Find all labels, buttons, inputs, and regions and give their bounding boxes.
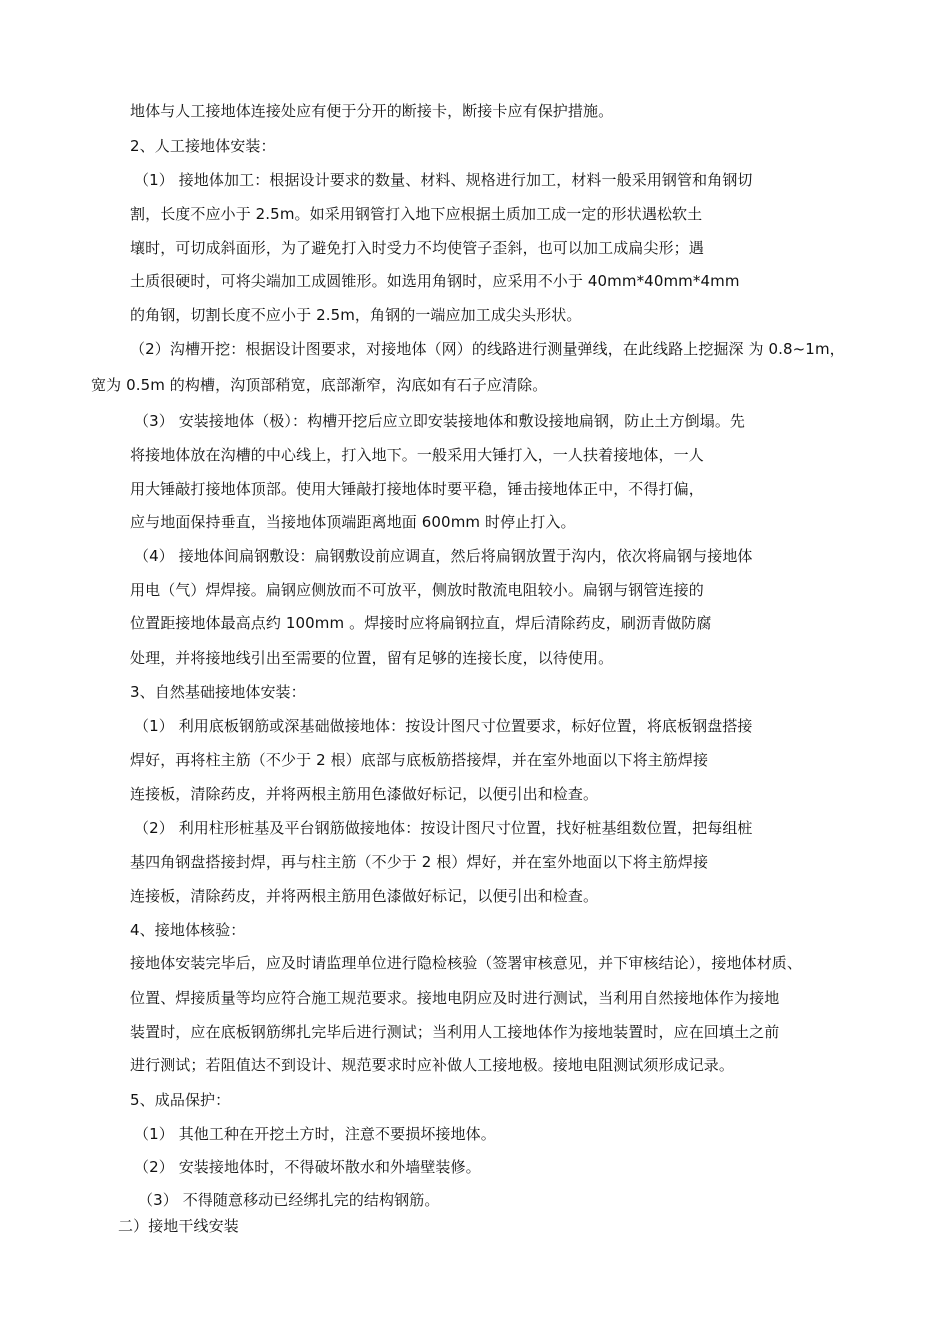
text-line: 宽为 0.5m 的构槽，沟顶部稍宽，底部渐窄，沟底如有石子应清除。 <box>91 376 548 394</box>
text-line: 处理，并将接地线引出至需要的位置，留有足够的连接长度，以待使用。 <box>130 649 614 667</box>
section-heading: 二）接地干线安装 <box>118 1217 239 1235</box>
text-line: 将接地体放在沟槽的中心线上，打入地下。一般采用大锤打入，一人扶着接地体，一人 <box>130 446 704 464</box>
text-line: 位置距接地体最高点约 100mm 。焊接时应将扁钢拉直，焊后清除药皮，刷沥青做防腐 <box>130 614 712 632</box>
text-line: 连接板，清除药皮，并将两根主筋用色漆做好标记，以便引出和检查。 <box>130 785 599 803</box>
text-line: （2） 利用柱形桩基及平台钢筋做接地体：按设计图尺寸位置，找好桩基组数位置，把每组桩 <box>134 819 753 837</box>
text-line: 应与地面保持垂直，当接地体顶端距离地面 600mm 时停止打入。 <box>130 513 576 531</box>
text-line: （4） 接地体间扁钢敷设：扁钢敷设前应调直，然后将扁钢放置于沟内，依次将扁钢与接地体 <box>134 547 753 565</box>
text-line: 进行测试；若阻值达不到设计、规范要求时应补做人工接地极。接地电阻测试须形成记录。 <box>130 1056 735 1074</box>
text-line: （2） 安装接地体时，不得破坏散水和外墙壁装修。 <box>134 1158 481 1176</box>
section-heading: 2、人工接地体安装： <box>130 137 276 155</box>
text-line: （3） 不得随意移动已经绑扎完的结构钢筋。 <box>138 1191 440 1209</box>
text-line: 位置、焊接质量等均应符合施工规范要求。接地电阴应及时进行测试，当利用自然接地体作为接地 <box>130 989 780 1007</box>
text-line: 焊好，再将柱主筋（不少于 2 根）底部与底板筋搭接焊，并在室外地面以下将主筋焊接 <box>130 751 709 769</box>
text-line: 土质很硬时，可将尖端加工成圆锥形。如选用角钢时，应采用不小于 40mm*40mm*4mm <box>130 272 740 290</box>
text-line: （1） 利用底板钢筋或深基础做接地体：按设计图尺寸位置要求，标好位置，将底板钢盘搭接 <box>134 717 753 735</box>
section-heading: 5、成品保护： <box>130 1091 231 1109</box>
section-heading: 4、接地体核验： <box>130 921 246 939</box>
text-line: 用电（气）焊焊接。扁钢应侧放而不可放平，侧放时散流电阻较小。扁钢与钢管连接的 <box>130 581 704 599</box>
text-line: 装置时，应在底板钢筋绑扎完毕后进行测试；当利用人工接地体作为接地装置时，应在回填土之前 <box>130 1023 780 1041</box>
text-line: 用大锤敲打接地体顶部。使用大锤敲打接地体时要平稳，锤击接地体正中，不得打偏， <box>130 480 704 498</box>
text-line: 壤时，可切成斜面形，为了避免打入时受力不均使管子歪斜，也可以加工成扁尖形；遇 <box>130 239 704 257</box>
text-line: （1） 其他工种在开挖土方时，注意不要损坏接地体。 <box>134 1125 496 1143</box>
text-line: 基四角钢盘搭接封焊，再与柱主筋（不少于 2 根）焊好，并在室外地面以下将主筋焊接 <box>130 853 709 871</box>
text-line: 地体与人工接地体连接处应有便于分开的断接卡，断接卡应有保护措施。 <box>130 102 614 120</box>
text-line: 接地体安装完毕后，应及时请监理单位进行隐检核验（签署审核意见，并下审核结论），接地体材质、 <box>130 954 803 972</box>
section-heading: 3、自然基础接地体安装： <box>130 683 306 701</box>
text-line: 割，长度不应小于 2.5m。如采用钢管打入地下应根据土质加工成一定的形状遇松软土 <box>130 205 703 223</box>
text-line: 的角钢，切割长度不应小于 2.5m，角钢的一端应加工成尖头形状。 <box>130 306 582 324</box>
text-line: 连接板，清除药皮，并将两根主筋用色漆做好标记，以便引出和检查。 <box>130 887 599 905</box>
text-line: （1） 接地体加工：根据设计要求的数量、材料、规格进行加工，材料一般采用钢管和角钢切 <box>134 171 753 189</box>
text-line: （3） 安装接地体（极）：构槽开挖后应立即安装接地体和敷设接地扁钢，防止土方倒塌。先 <box>134 412 746 430</box>
text-line: （2）沟槽开挖：根据设计图要求，对接地体（网）的线路进行测量弹线，在此线路上挖掘深 为 0.8~1m， <box>130 340 845 358</box>
